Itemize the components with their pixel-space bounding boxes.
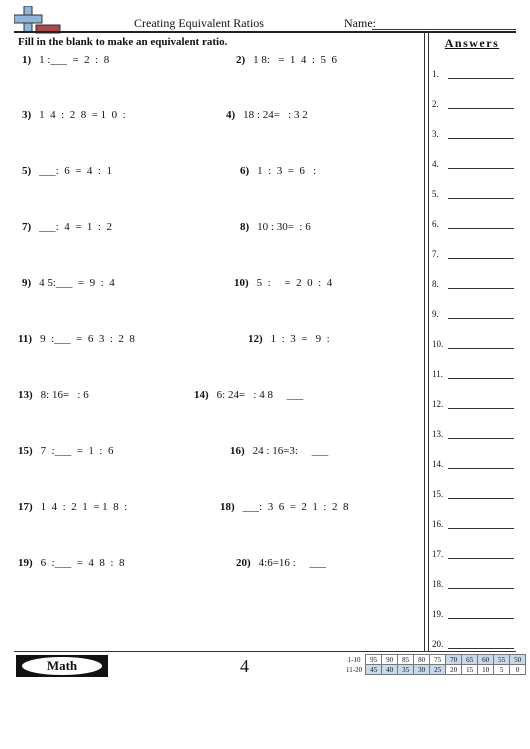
problem-number: 3) <box>22 109 32 121</box>
problem-13 <box>18 389 89 401</box>
answer-blank[interactable] <box>448 108 514 109</box>
answer-label: 14. <box>432 459 444 469</box>
problem-number: 15) <box>18 445 33 457</box>
answer-label: 9. <box>432 309 439 319</box>
score-cell: 90 <box>382 655 398 665</box>
problem-4 <box>226 109 308 121</box>
problem-text: 9 :___ = 6 3 : 2 8 <box>40 333 135 345</box>
score-cell: 50 <box>510 655 526 665</box>
score-row-label: 1-10 <box>347 655 361 664</box>
problem-text: ___: 6 = 4 : 1 <box>39 165 112 177</box>
answer-label: 7. <box>432 249 439 259</box>
problem-2 <box>236 54 337 66</box>
score-cell: 55 <box>494 655 510 665</box>
score-cell: 60 <box>478 655 494 665</box>
problem-number: 5) <box>22 165 32 177</box>
score-cell: 30 <box>414 665 430 675</box>
answer-blank[interactable] <box>448 528 514 529</box>
answers-divider <box>424 31 429 651</box>
answer-blank[interactable] <box>448 348 514 349</box>
answer-blank[interactable] <box>448 438 514 439</box>
answer-label: 17. <box>432 549 444 559</box>
score-table <box>344 654 526 675</box>
worksheet-title: Creating Equivalent Ratios <box>134 16 264 30</box>
problem-7 <box>22 221 112 233</box>
score-cell: 15 <box>462 665 478 675</box>
name-label: Name: <box>344 16 376 30</box>
problem-text: 1 8: = 1 4 : 5 6 <box>253 54 337 66</box>
answer-blank[interactable] <box>448 408 514 409</box>
problem-3 <box>22 109 126 121</box>
answer-label: 12. <box>432 399 444 409</box>
answer-label: 3. <box>432 129 439 139</box>
answer-label: 15. <box>432 489 444 499</box>
answer-blank[interactable] <box>448 78 514 79</box>
problem-number: 1) <box>22 54 32 66</box>
page-number: 4 <box>240 656 249 676</box>
answer-label: 19. <box>432 609 444 619</box>
answer-label: 13. <box>432 429 444 439</box>
problem-9 <box>22 277 115 289</box>
instructions: Fill in the blank to make an equivalent ratio. <box>18 36 228 48</box>
score-cell: 25 <box>430 665 446 675</box>
answer-blank[interactable] <box>448 288 514 289</box>
answer-label: 2. <box>432 99 439 109</box>
problem-text: 4:6=16 : ___ <box>258 557 326 569</box>
problem-number: 9) <box>22 277 32 289</box>
score-cell: 35 <box>398 665 414 675</box>
problem-number: 18) <box>220 501 235 513</box>
answer-blank[interactable] <box>448 258 514 259</box>
problem-text: 1 4 : 2 1 = 1 8 : <box>40 501 128 513</box>
problem-20 <box>236 557 326 569</box>
problem-number: 12) <box>248 333 263 345</box>
problem-12 <box>248 333 330 345</box>
problem-text: 1 4 : 2 8 = 1 0 : <box>39 109 126 121</box>
score-row-label: 11-20 <box>346 665 363 674</box>
answer-label: 20. <box>432 639 444 649</box>
problem-19 <box>18 557 125 569</box>
answer-blank[interactable] <box>448 498 514 499</box>
answer-label: 18. <box>432 579 444 589</box>
problem-text: 6: 24= : 4 8 ___ <box>216 389 304 401</box>
answer-blank[interactable] <box>448 648 514 649</box>
score-cell: 40 <box>382 665 398 675</box>
answer-blank[interactable] <box>448 558 514 559</box>
problem-number: 6) <box>240 165 250 177</box>
answer-blank[interactable] <box>448 588 514 589</box>
problem-6 <box>240 165 316 177</box>
problem-number: 8) <box>240 221 250 233</box>
problem-5 <box>22 165 112 177</box>
problem-number: 11) <box>18 333 33 345</box>
answer-blank[interactable] <box>448 228 514 229</box>
problem-15 <box>18 445 114 457</box>
answer-label: 1. <box>432 69 439 79</box>
problem-text: ___: 4 = 1 : 2 <box>39 221 112 233</box>
score-cell: 95 <box>366 655 382 665</box>
score-cell: 10 <box>478 665 494 675</box>
answer-label: 10. <box>432 339 444 349</box>
problem-17 <box>18 501 127 513</box>
problem-18 <box>220 501 349 513</box>
answer-blank[interactable] <box>448 468 514 469</box>
answer-blank[interactable] <box>448 198 514 199</box>
problem-text: 1 :___ = 2 : 8 <box>39 54 110 66</box>
answer-blank[interactable] <box>448 318 514 319</box>
score-cell: 0 <box>510 665 526 675</box>
problem-text: 6 :___ = 4 8 : 8 <box>40 557 125 569</box>
math-logo-icon <box>14 6 62 34</box>
problem-number: 2) <box>236 54 246 66</box>
problem-number: 10) <box>234 277 249 289</box>
problem-16 <box>230 445 328 457</box>
score-cell: 5 <box>494 665 510 675</box>
problem-11 <box>18 333 135 345</box>
answer-label: 6. <box>432 219 439 229</box>
answer-label: 4. <box>432 159 439 169</box>
score-row <box>344 655 526 665</box>
name-line[interactable] <box>372 29 516 30</box>
problem-number: 17) <box>18 501 33 513</box>
problem-text: 7 :___ = 1 : 6 <box>40 445 114 457</box>
problem-text: 5 : = 2 0 : 4 <box>256 277 333 289</box>
score-row <box>344 665 526 675</box>
problem-14 <box>194 389 303 401</box>
problem-text: 4 5:___ = 9 : 4 <box>39 277 115 289</box>
answer-blank[interactable] <box>448 378 514 379</box>
score-cell: 20 <box>446 665 462 675</box>
score-cell: 85 <box>398 655 414 665</box>
answer-label: 11. <box>432 369 443 379</box>
answers-title: Answers <box>444 36 500 50</box>
problem-number: 4) <box>226 109 236 121</box>
math-badge: Math <box>22 657 102 675</box>
problem-text: ___: 3 6 = 2 1 : 2 8 <box>242 501 349 513</box>
problem-text: 10 : 30= : 6 <box>257 221 311 233</box>
score-cell: 75 <box>430 655 446 665</box>
answer-label: 8. <box>432 279 439 289</box>
answer-blank[interactable] <box>448 168 514 169</box>
problem-number: 16) <box>230 445 245 457</box>
score-cell: 45 <box>366 665 382 675</box>
answer-blank[interactable] <box>448 138 514 139</box>
footer-rule <box>14 651 516 652</box>
score-cell: 65 <box>462 655 478 665</box>
problem-text: 24 : 16=3: ___ <box>252 445 329 457</box>
problem-number: 19) <box>18 557 33 569</box>
problem-1 <box>22 54 109 66</box>
answer-label: 16. <box>432 519 444 529</box>
problem-text: 18 : 24= : 3 2 <box>243 109 308 121</box>
problem-number: 13) <box>18 389 33 401</box>
score-cell: 70 <box>446 655 462 665</box>
score-cell: 80 <box>414 655 430 665</box>
header-rule <box>14 31 516 33</box>
problem-number: 14) <box>194 389 209 401</box>
problem-number: 20) <box>236 557 251 569</box>
problem-text: 1 : 3 = 9 : <box>270 333 330 345</box>
problem-text: 1 : 3 = 6 : <box>257 165 317 177</box>
problem-text: 8: 16= : 6 <box>40 389 89 401</box>
answer-label: 5. <box>432 189 439 199</box>
problem-10 <box>234 277 332 289</box>
problem-number: 7) <box>22 221 32 233</box>
problem-8 <box>240 221 311 233</box>
answer-blank[interactable] <box>448 618 514 619</box>
